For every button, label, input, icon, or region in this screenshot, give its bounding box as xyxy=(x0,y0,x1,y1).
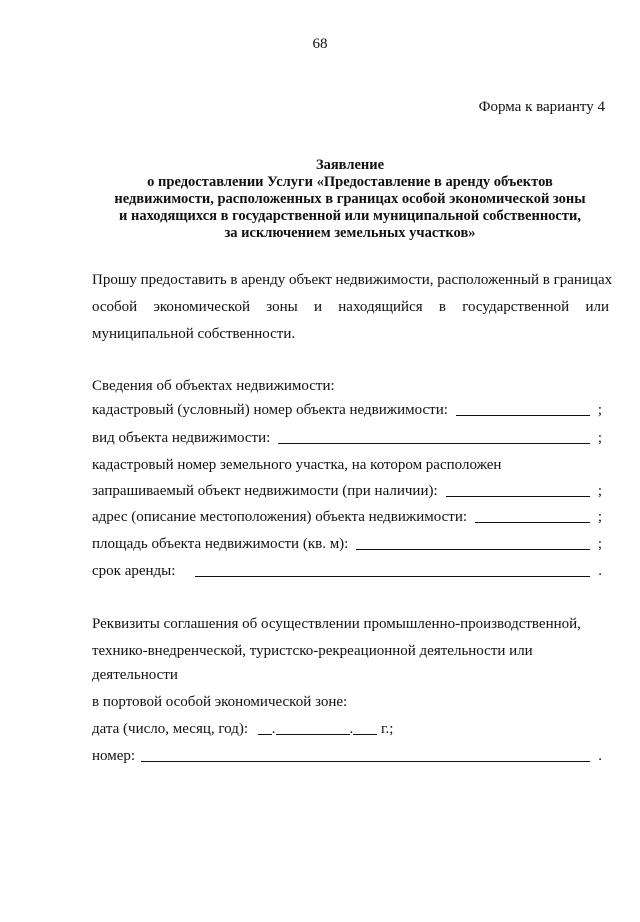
date-month-field[interactable] xyxy=(276,733,350,735)
object-type-row xyxy=(92,430,602,447)
request-line-3: муниципальной собственности. xyxy=(92,326,296,342)
agreement-line-1: Реквизиты соглашения об осуществлении промышленно-производственной, xyxy=(92,616,581,632)
land-plot-row xyxy=(92,483,602,500)
request-line-2: особой экономической зоны и находящийся в государственной или xyxy=(92,299,609,315)
agreement-date-row xyxy=(92,721,393,738)
cadastral-number-row xyxy=(92,402,602,419)
form-reference: Форма к варианту 4 xyxy=(478,99,605,115)
agreement-date-label: дата (число, месяц, год): xyxy=(92,721,249,737)
title-line-4: и находящихся в государственной или муниципальной собственности, xyxy=(119,208,581,224)
title-line-1: Заявление xyxy=(315,157,385,173)
address-label: адрес (описание местоположения) объекта недвижимости: xyxy=(92,509,468,525)
date-separator: . xyxy=(271,721,276,737)
agreement-line-3: деятельности xyxy=(92,667,178,683)
lease-term-label: срок аренды: xyxy=(92,563,176,579)
agreement-number-field[interactable] xyxy=(141,760,590,762)
row-terminator: ; xyxy=(597,483,602,499)
area-field[interactable] xyxy=(356,548,589,550)
request-line-1: Прошу предоставить в аренду объект недвижимости, расположенный в границах xyxy=(92,272,613,288)
row-terminator: . xyxy=(598,748,602,764)
document-title xyxy=(60,157,640,242)
object-type-field[interactable] xyxy=(278,442,590,444)
land-plot-label-line-2: запрашиваемый объект недвижимости (при наличии): xyxy=(92,483,438,499)
row-terminator: ; xyxy=(597,536,602,552)
title-line-2: о предоставлении Услуги «Предоставление в аренду объектов xyxy=(147,174,553,190)
agreement-number-label: номер: xyxy=(92,748,136,764)
agreement-number-row xyxy=(92,748,602,765)
title-line-5: за исключением земельных участков» xyxy=(224,225,476,241)
agreement-line-2: технико-внедренческой, туристско-рекреационной деятельности или xyxy=(92,643,533,659)
land-plot-label-line-1: кадастровый номер земельного участка, на котором расположен xyxy=(92,457,502,473)
title-line-3: недвижимости, расположенных в границах особой экономической зоны xyxy=(114,191,586,207)
row-terminator: ; xyxy=(597,509,602,525)
row-terminator: ; xyxy=(597,430,602,446)
objects-heading: Сведения об объектах недвижимости: xyxy=(92,378,335,394)
area-label: площадь объекта недвижимости (кв. м): xyxy=(92,536,349,552)
lease-term-field[interactable] xyxy=(195,575,590,577)
agreement-line-4: в портовой особой экономической зоне: xyxy=(92,694,348,710)
lease-term-row xyxy=(92,563,602,580)
address-row xyxy=(92,509,602,526)
cadastral-number-label: кадастровый (условный) номер объекта недвижимости: xyxy=(92,402,448,418)
land-plot-number-field[interactable] xyxy=(446,495,590,497)
object-type-label: вид объекта недвижимости: xyxy=(92,430,271,446)
row-terminator: ; xyxy=(597,402,602,418)
year-suffix: г.; xyxy=(381,721,394,737)
date-year-field[interactable] xyxy=(353,733,377,735)
page-number: 68 xyxy=(312,36,328,52)
cadastral-number-field[interactable] xyxy=(456,414,590,416)
date-day-field[interactable] xyxy=(258,733,272,735)
address-field[interactable] xyxy=(475,521,590,523)
date-separator: . xyxy=(349,721,354,737)
area-row xyxy=(92,536,602,553)
row-terminator: . xyxy=(598,563,602,579)
